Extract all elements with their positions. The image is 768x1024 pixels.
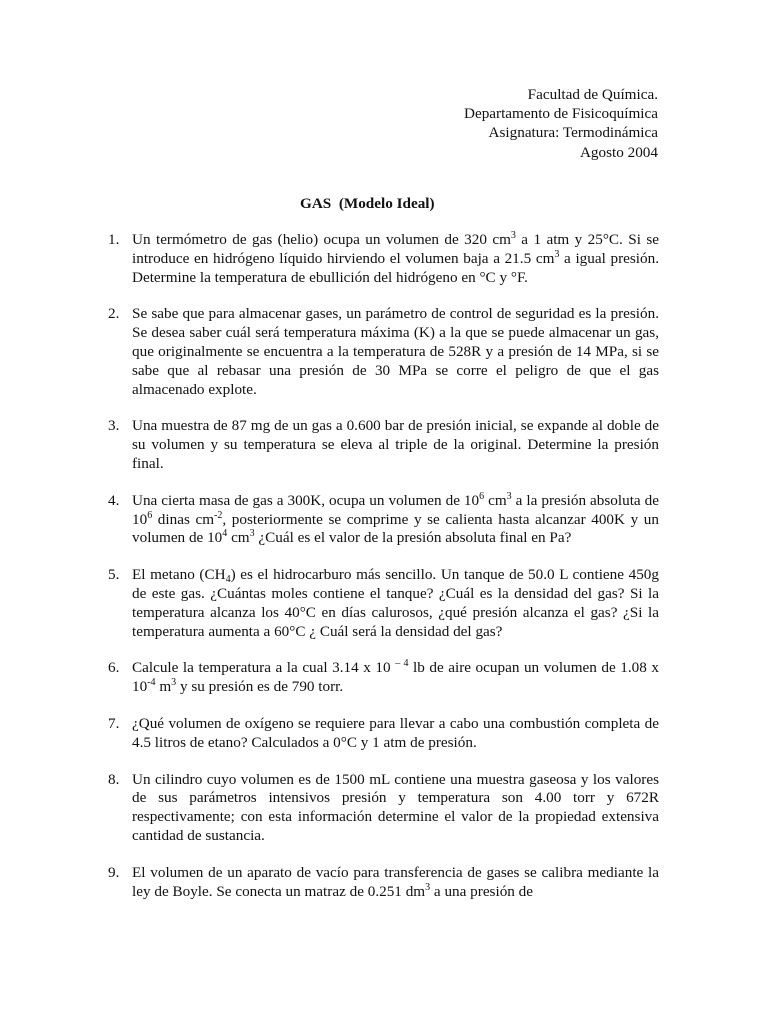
header-block [464, 85, 658, 162]
superscript: 3 [425, 881, 431, 893]
superscript: 3 [510, 230, 516, 241]
problem-number: 4. [108, 491, 120, 509]
problem-item [108, 492, 659, 548]
problem-item [108, 305, 659, 399]
problem-text: Se sabe que para almacenar gases, un parámetro de control de seguridad es la presión. Se desea saber cuál será temperatura máxima (K) a la que se puede almacenar un gas, que originalmente se encuentra a la temperatura de 528R y a presión de 14 MPa, si se sabe que al rebasar una presión de 30 MPa se corre el peligro de que el gas almacenado explote. [132, 305, 659, 398]
problem-number: 3. [108, 417, 120, 435]
superscript: 3 [171, 677, 177, 689]
superscript: 3 [506, 490, 512, 502]
problem-text: El volumen de un aparato de vacío para transferencia de gases se calibra mediante la ley de Boyle. Se conecta un matraz de 0.251 $dm^3$ a una presión de [132, 863, 659, 900]
problem-item [108, 864, 659, 902]
superscript: 4 [222, 528, 228, 540]
problem-item [108, 566, 659, 641]
superscript: -2 [214, 509, 223, 521]
problem-number: 1. [108, 231, 120, 248]
superscript: -4 [147, 677, 156, 689]
problem-text: El metano $(CH_4)$ es el hidrocarburo más sencillo. Un tanque de 50.0 L contiene 450g de este gas. ¿Cuántas moles contiene el tanque? ¿Cuál es la densidad del gas? Si la temperatura alcanza los 40°C en días calurosos, ¿qué presión alcanza el gas? ¿Si la temperatura aumenta a 60°C ¿ Cuál será la densidad del gas? [132, 566, 659, 640]
problem-number: 6. [108, 659, 120, 677]
header-subject: Asignatura: Termodinámica [488, 124, 658, 142]
problem-item [108, 417, 659, 473]
superscript: 6 [479, 490, 485, 502]
problem-item [108, 771, 659, 846]
header-date: Agosto 2004 [579, 143, 658, 161]
problem-number: 7. [108, 714, 120, 732]
problem-list [108, 231, 659, 901]
document-title: GAS (Modelo Ideal) [300, 195, 435, 212]
problem-text: ¿Qué volumen de oxígeno se requiere para llevar a cabo una combustión completa de 4.5 litros de etano? Calculados a 0°C y 1 atm de presión. [132, 714, 659, 751]
problem-text: Un cilindro cuyo volumen es de 1500 mL contiene una muestra gaseosa y los valores de sus parámetros intensivos presión y temperatura son 4.00 torr y 672R respectivamente; con esta información determine el valor de la propiedad extensiva cantidad de sustancia. [132, 770, 659, 844]
problem-number: 2. [108, 305, 120, 323]
superscript: 3 [554, 248, 560, 260]
superscript: – 4 [395, 658, 409, 670]
problem-number: 9. [108, 863, 120, 881]
problem-item [108, 659, 659, 697]
problem-text: Una cierta masa de gas a 300K, ocupa un volumen de $10^6$ $cm^3$ a la presión absoluta de $10^6$ dinas $cm^{-2}$, posteriormente se comprime y se calienta hasta alcanzar 400K y un volumen de $10^4$ $cm^3$ ¿Cuál es el valor de la presión absoluta final en Pa? [132, 490, 659, 547]
problem-number: 5. [108, 566, 120, 584]
problem-text: Calcule la temperatura a la cual 3.14 x 10 $^{- 4}$ lb de aire ocupan un volumen de 1.08 x $10^{-4}$ $m^3$ y su presión es de 790 torr. [132, 658, 660, 696]
header-department: Departamento de Fisicoquímica [463, 105, 658, 123]
superscript: 6 [147, 509, 153, 521]
problem-number: 8. [108, 770, 120, 788]
subscript: 4 [225, 574, 231, 586]
problem-text: Un termómetro de gas (helio) ocupa un volumen de 320 $cm^3$ a 1 atm y 25°C. Si se introduce en hidrógeno líquido hirviendo el volumen baja a 21.5 $cm^3$ a igual presión. Determine la temperatura de ebullición del hidrógeno en °C y °F. [132, 230, 659, 286]
problem-text: Una muestra de 87 mg de un gas a 0.600 bar de presión inicial, se expande al doble de su volumen y su temperatura se eleva al triple de la original. Determine la presión final. [132, 417, 659, 472]
superscript: 3 [249, 528, 255, 540]
problem-item [108, 715, 659, 753]
problem-item [108, 231, 659, 287]
header-faculty: Facultad de Química. [527, 86, 658, 103]
